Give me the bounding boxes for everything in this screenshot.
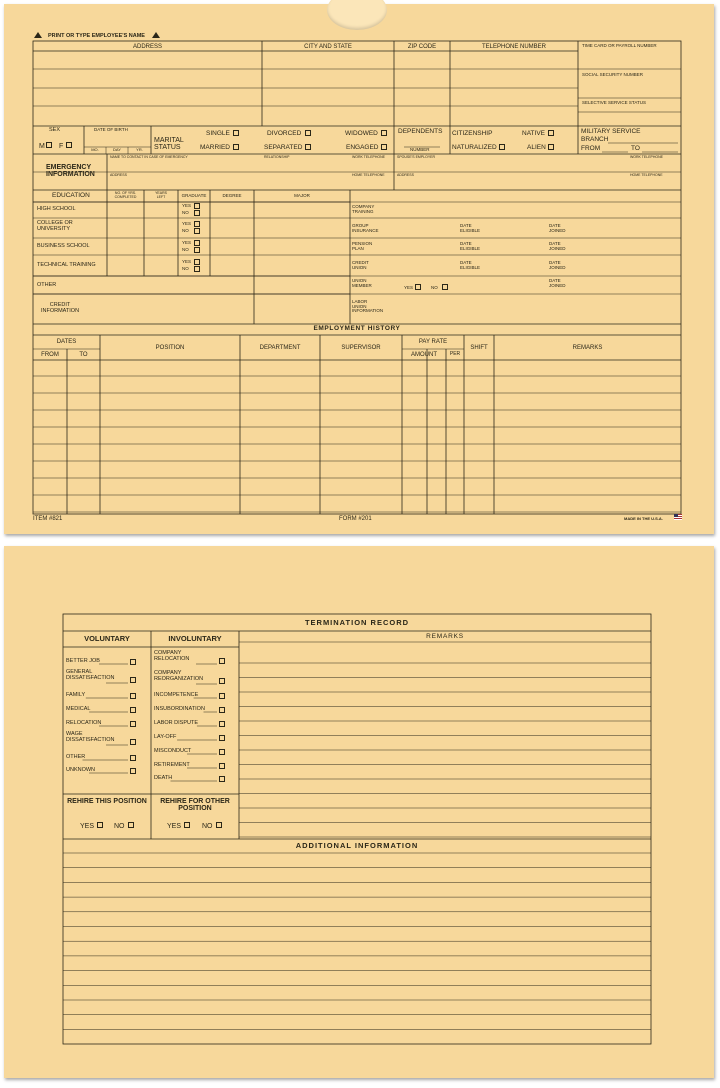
spouse-employer-label: SPOUSE'S EMPLOYER <box>397 155 436 159</box>
college-yes-label: YES <box>182 221 192 226</box>
rehire-other-yes-checkbox[interactable] <box>184 822 190 828</box>
voluntary-reason-label: FAMILY <box>66 692 86 698</box>
rehire-other-position-label: REHIRE FOR OTHER POSITION <box>160 798 230 813</box>
separated-label: SEPARATED <box>264 144 303 151</box>
high-school-label: HIGH SCHOOL <box>37 206 76 212</box>
employee-name-label: PRINT OR TYPE EMPLOYEE'S NAME <box>48 33 145 39</box>
involuntary-reason-checkbox[interactable] <box>219 693 225 699</box>
from-header: FROM <box>41 352 59 358</box>
involuntary-reason-checkbox[interactable] <box>219 707 225 713</box>
made-in-usa-label: MADE IN THE U.S.A. <box>624 516 663 521</box>
dob-day-label: DAY <box>113 147 121 152</box>
naturalized-label: NATURALIZED <box>452 144 497 151</box>
voluntary-header: VOLUNTARY <box>84 634 130 643</box>
voluntary-reason-checkbox[interactable] <box>130 768 136 774</box>
credit-union-label: CREDIT UNION <box>352 260 369 270</box>
group-insurance-label: GROUP INSURANCE <box>352 223 379 233</box>
amount-header: AMOUNT <box>411 352 437 358</box>
dependents-number-label: NUMBER <box>410 147 430 152</box>
voluntary-reason-label: GENERAL DISSATISFACTION <box>66 669 115 681</box>
home-telephone-label: HOME TELEPHONE <box>352 173 385 177</box>
voluntary-reason-checkbox[interactable] <box>130 739 136 745</box>
engaged-checkbox[interactable] <box>381 144 387 150</box>
pension-date-eligible-label: DATE ELIGIBLE <box>460 241 481 251</box>
dob-label: DATE OF BIRTH <box>94 127 128 132</box>
voluntary-reason-checkbox[interactable] <box>130 693 136 699</box>
shift-header: SHIFT <box>470 345 488 351</box>
rehire-no-label: NO <box>114 823 125 830</box>
supervisor-header: SUPERVISOR <box>341 345 381 351</box>
citizenship-label: CITIZENSHIP <box>452 130 493 137</box>
insurance-date-eligible-label: DATE ELIGIBLE <box>460 223 481 233</box>
per-header: PER <box>449 351 461 357</box>
married-checkbox[interactable] <box>233 144 239 150</box>
involuntary-reason-label: LABOR DISPUTE <box>154 720 199 726</box>
union-member-label: UNION MEMBER <box>352 278 372 288</box>
involuntary-reason-label: MISCONDUCT <box>154 748 192 754</box>
widowed-label: WIDOWED <box>345 130 378 137</box>
department-header: DEPARTMENT <box>259 345 301 351</box>
form-front-grid <box>4 4 714 534</box>
involuntary-reason-label: LAY-OFF <box>154 734 177 740</box>
college-no-checkbox[interactable] <box>194 228 200 234</box>
voluntary-reason-checkbox[interactable] <box>130 707 136 713</box>
rehire-yes-label: YES <box>80 823 95 830</box>
pension-date-joined-label: DATE JOINED <box>549 241 566 251</box>
insurance-date-joined-label: DATE JOINED <box>549 223 566 233</box>
ssn-label: SOCIAL SECURITY NUMBER <box>582 72 644 77</box>
high-school-yes-checkbox[interactable] <box>194 203 200 209</box>
degree-label: DEGREE <box>222 193 242 198</box>
city-state-header: CITY AND STATE <box>304 44 352 50</box>
involuntary-reason-label: DEATH <box>154 775 173 781</box>
college-yes-checkbox[interactable] <box>194 221 200 227</box>
sex-label: SEX <box>49 127 61 133</box>
voluntary-reason-label: RELOCATION <box>66 720 102 726</box>
military-from-label: FROM <box>581 145 601 152</box>
involuntary-header: INVOLUNTARY <box>168 634 222 643</box>
alien-checkbox[interactable] <box>548 144 554 150</box>
involuntary-reason-checkbox[interactable] <box>219 735 225 741</box>
technical-training-no-checkbox[interactable] <box>194 266 200 272</box>
rehire-other-no-checkbox[interactable] <box>216 822 222 828</box>
company-training-label: COMPANY TRAINING <box>352 204 375 214</box>
voluntary-reason-label: MEDICAL <box>66 706 91 712</box>
rehire-other-no-label: NO <box>202 823 213 830</box>
item-number: ITEM #821 <box>33 516 63 522</box>
technical-training-yes-checkbox[interactable] <box>194 259 200 265</box>
other-education-label: OTHER <box>37 282 57 288</box>
position-header: POSITION <box>155 345 185 351</box>
years-completed-label: NO. OF YRS. COMPLETED <box>114 191 137 199</box>
involuntary-reason-checkbox[interactable] <box>219 763 225 769</box>
credit-information-label: CREDIT INFORMATION <box>40 302 80 314</box>
voluntary-reason-checkbox[interactable] <box>130 721 136 727</box>
single-label: SINGLE <box>206 130 230 137</box>
involuntary-reason-checkbox[interactable] <box>219 721 225 727</box>
form-back-grid <box>4 546 714 1078</box>
folder-thumb-notch <box>327 0 387 30</box>
business-school-yes-checkbox[interactable] <box>194 240 200 246</box>
remarks-header: REMARKS <box>426 633 464 640</box>
emergency-contact-label: NAME TO CONTACT IN CASE OF EMERGENCY <box>110 155 188 159</box>
native-label: NATIVE <box>522 130 545 137</box>
alien-label: ALIEN <box>527 144 546 151</box>
selective-service-label: SELECTIVE SERVICE STATUS <box>582 100 647 105</box>
involuntary-reason-checkbox[interactable] <box>219 678 225 684</box>
business-school-no-checkbox[interactable] <box>194 247 200 253</box>
technical-training-yes-label: YES <box>182 258 192 264</box>
address-header: ADDRESS <box>132 44 162 50</box>
voluntary-reason-label: UNKNOWN <box>66 767 96 773</box>
involuntary-reason-label: COMPANY RELOCATION <box>154 650 190 662</box>
employee-record-form-front <box>4 4 714 534</box>
college-label: COLLEGE OR UNIVERSITY <box>37 220 73 232</box>
military-service-label: MILITARY SERVICE <box>581 128 641 135</box>
remarks-header: REMARKS <box>572 345 603 351</box>
married-label: MARRIED <box>200 144 230 151</box>
work-telephone-label: WORK TELEPHONE <box>352 155 385 159</box>
to-header: TO <box>79 352 88 358</box>
voluntary-reason-checkbox[interactable] <box>130 659 136 665</box>
sex-f-checkbox[interactable] <box>66 142 72 148</box>
voluntary-reason-checkbox[interactable] <box>130 677 136 683</box>
telephone-header: TELEPHONE NUMBER <box>481 44 546 50</box>
involuntary-reason-checkbox[interactable] <box>219 776 225 782</box>
relationship-label: RELATIONSHIP <box>264 155 290 159</box>
sex-m-label: M <box>39 143 45 150</box>
naturalized-checkbox[interactable] <box>499 144 505 150</box>
union-no-label: NO <box>431 285 438 290</box>
dependents-label: DEPENDENTS <box>398 128 443 135</box>
labor-union-label: LABOR UNION INFORMATION <box>352 299 384 314</box>
rehire-other-yes-label: YES <box>167 823 182 830</box>
branch-label: BRANCH <box>581 136 609 143</box>
union-yes-label: YES <box>404 285 414 290</box>
voluntary-reason-label: OTHER <box>66 754 86 760</box>
separated-checkbox[interactable] <box>305 144 311 150</box>
employment-history-title: EMPLOYMENT HISTORY <box>313 325 401 332</box>
years-left-label: YEARS LEFT <box>155 191 167 199</box>
dob-mo-label: MO. <box>91 147 99 152</box>
sex-f-label: F <box>59 143 64 150</box>
single-checkbox[interactable] <box>233 130 239 136</box>
graduate-label: GRADUATE <box>181 193 207 198</box>
business-school-no-label: NO <box>182 246 189 252</box>
dates-header: DATES <box>56 339 77 345</box>
dob-yr-label: YR. <box>136 147 143 152</box>
voluntary-reason-label: WAGE DISSATISFACTION <box>66 731 115 743</box>
involuntary-reason-checkbox[interactable] <box>219 658 225 664</box>
high-school-no-label: NO <box>182 210 189 215</box>
education-label: EDUCATION <box>52 192 90 199</box>
pension-plan-label: PENSION PLAN <box>352 241 373 251</box>
rehire-yes-checkbox[interactable] <box>97 822 103 828</box>
rehire-no-checkbox[interactable] <box>128 822 134 828</box>
involuntary-reason-label: INSUBORDINATION <box>154 706 205 712</box>
spouse-home-telephone-label: HOME TELEPHONE <box>630 173 663 177</box>
emergency-address-label: ADDRESS <box>110 173 127 177</box>
technical-training-no-label: NO <box>182 265 189 271</box>
credit-union-date-joined-label: DATE JOINED <box>549 260 566 270</box>
involuntary-reason-label: COMPANY REORGANIZATION <box>154 670 204 682</box>
usa-flag-icon <box>674 514 682 520</box>
college-no-label: NO <box>182 228 189 233</box>
spouse-address-label: ADDRESS <box>397 173 414 177</box>
pay-rate-header: PAY RATE <box>418 339 448 345</box>
military-to-label: TO <box>631 145 640 152</box>
spouse-work-telephone-label: WORK TELEPHONE <box>630 155 663 159</box>
technical-training-label: TECHNICAL TRAINING <box>37 261 96 268</box>
divorced-checkbox[interactable] <box>305 130 311 136</box>
union-no-checkbox[interactable] <box>442 284 448 290</box>
form-number: FORM #201 <box>339 516 372 522</box>
voluntary-reason-label: BETTER JOB <box>66 658 100 664</box>
major-label: MAJOR <box>294 193 310 198</box>
engaged-label: ENGAGED <box>346 144 379 151</box>
voluntary-reason-checkbox[interactable] <box>130 755 136 761</box>
business-school-label: BUSINESS SCHOOL <box>37 242 90 249</box>
high-school-no-checkbox[interactable] <box>194 210 200 216</box>
time-card-label: TIME CARD OR PAYROLL NUMBER <box>582 43 657 48</box>
zip-code-header: ZIP CODE <box>407 44 437 50</box>
union-date-joined-label: DATE JOINED <box>549 278 566 288</box>
rehire-this-position-label: REHIRE THIS POSITION <box>67 798 147 805</box>
divorced-label: DIVORCED <box>267 130 302 137</box>
involuntary-reason-checkbox[interactable] <box>219 749 225 755</box>
credit-union-date-eligible-label: DATE ELIGIBLE <box>460 260 481 270</box>
union-yes-checkbox[interactable] <box>415 284 421 290</box>
native-checkbox[interactable] <box>548 130 554 136</box>
high-school-yes-label: YES <box>182 203 192 208</box>
termination-record-title: TERMINATION RECORD <box>304 618 410 627</box>
business-school-yes-label: YES <box>182 239 192 245</box>
employee-record-form-back <box>4 546 714 1078</box>
emergency-information-label: EMERGENCY INFORMATION <box>46 164 95 179</box>
widowed-checkbox[interactable] <box>381 130 387 136</box>
sex-m-checkbox[interactable] <box>46 142 52 148</box>
additional-information-title: ADDITIONAL INFORMATION <box>295 841 419 850</box>
involuntary-reason-label: INCOMPETENCE <box>154 692 199 698</box>
marital-status-label: MARITAL STATUS <box>154 137 184 152</box>
involuntary-reason-label: RETIREMENT <box>154 762 190 768</box>
